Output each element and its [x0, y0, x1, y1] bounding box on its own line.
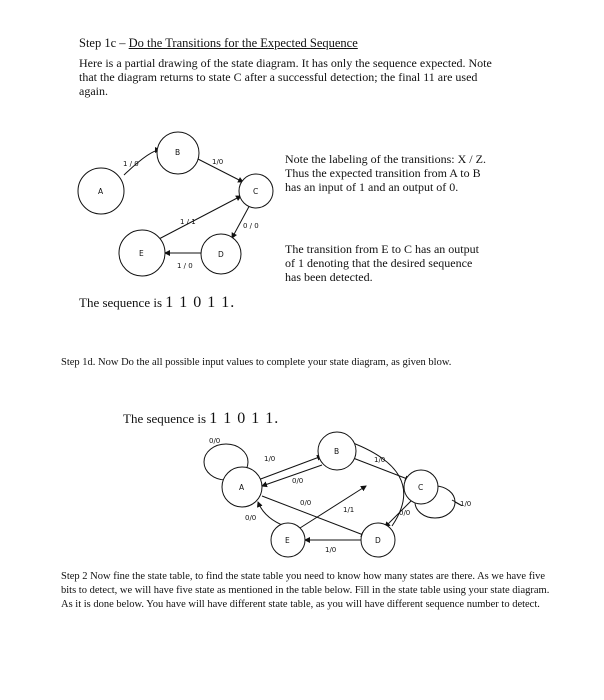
- label2-d-e: 1/1: [343, 506, 355, 514]
- sequence-prefix-1: The sequence is: [79, 295, 166, 310]
- state2-a: [222, 467, 262, 507]
- state2-e: [271, 523, 305, 557]
- svg-text:D: D: [375, 536, 381, 545]
- t2-e-b: [300, 486, 366, 528]
- label-d-e: 1 / 0: [177, 262, 193, 270]
- label2-d-a: 0/0: [300, 499, 312, 507]
- svg-text:C: C: [418, 483, 424, 492]
- label-a-b: 1 / 0: [123, 160, 139, 168]
- svg-text:A: A: [239, 483, 245, 492]
- step-2-text: Step 2 Now fine the state table, to find the state table you need to know how many states are there. As we have five bits to detect, we will have five state as mentioned in the table below. Fill in the state table using your state diagram. As it is done below. You have will have different state table, as you will have different sequence number to detect.: [61, 571, 550, 610]
- svg-text:B: B: [175, 148, 181, 157]
- label-e-c: 1 / 1: [180, 218, 196, 226]
- note-transition: The transition from E to C has an output of 1 denoting that the desired sequence has been detected.: [285, 242, 479, 284]
- label2-a-b: 1/0: [264, 455, 276, 463]
- label2-b-c: 1/0: [374, 456, 386, 464]
- state2-b: [318, 432, 356, 470]
- svg-text:B: B: [334, 447, 340, 456]
- label-b-c: 1/0: [212, 158, 224, 166]
- label-c-d: 0 / 0: [243, 222, 259, 230]
- label2-e-d: 1/0: [325, 546, 337, 554]
- state2-d: [361, 523, 395, 557]
- svg-text:C: C: [253, 187, 259, 196]
- sequence-prefix-2: The sequence is: [123, 411, 210, 426]
- label2-b-a: 0/0: [292, 477, 304, 485]
- label2-c-d: 0/0: [399, 509, 411, 517]
- step-1d-text: Step 1d. Now Do the all possible input values to complete your state diagram, as given blow.: [61, 357, 452, 368]
- label2-a-self: 0/0: [209, 437, 221, 445]
- svg-text:E: E: [285, 536, 290, 545]
- step-1c-title: Do the Transitions for the Expected Sequence: [128, 36, 358, 50]
- sequence-value-1: 1 1 0 1 1.: [165, 294, 236, 311]
- note-labeling: Note the labeling of the transitions: X / Z. Thus the expected transition from A to B has an input of 1 and an output of 0.: [285, 152, 486, 194]
- label2-c-self: 1/0: [460, 500, 472, 508]
- svg-text:D: D: [218, 250, 224, 259]
- step-1c-paragraph: Here is a partial drawing of the state diagram. It has only the sequence expected. Note that the diagram returns to state C after a successful detection; the final 11 are used again.: [79, 56, 492, 98]
- label2-e-a: 0/0: [245, 514, 257, 522]
- svg-text:E: E: [139, 249, 144, 258]
- sequence-value-2: 1 1 0 1 1.: [209, 410, 280, 427]
- svg-text:A: A: [98, 187, 104, 196]
- state2-c: [404, 470, 438, 504]
- step-1c-label: Step 1c –: [79, 36, 129, 50]
